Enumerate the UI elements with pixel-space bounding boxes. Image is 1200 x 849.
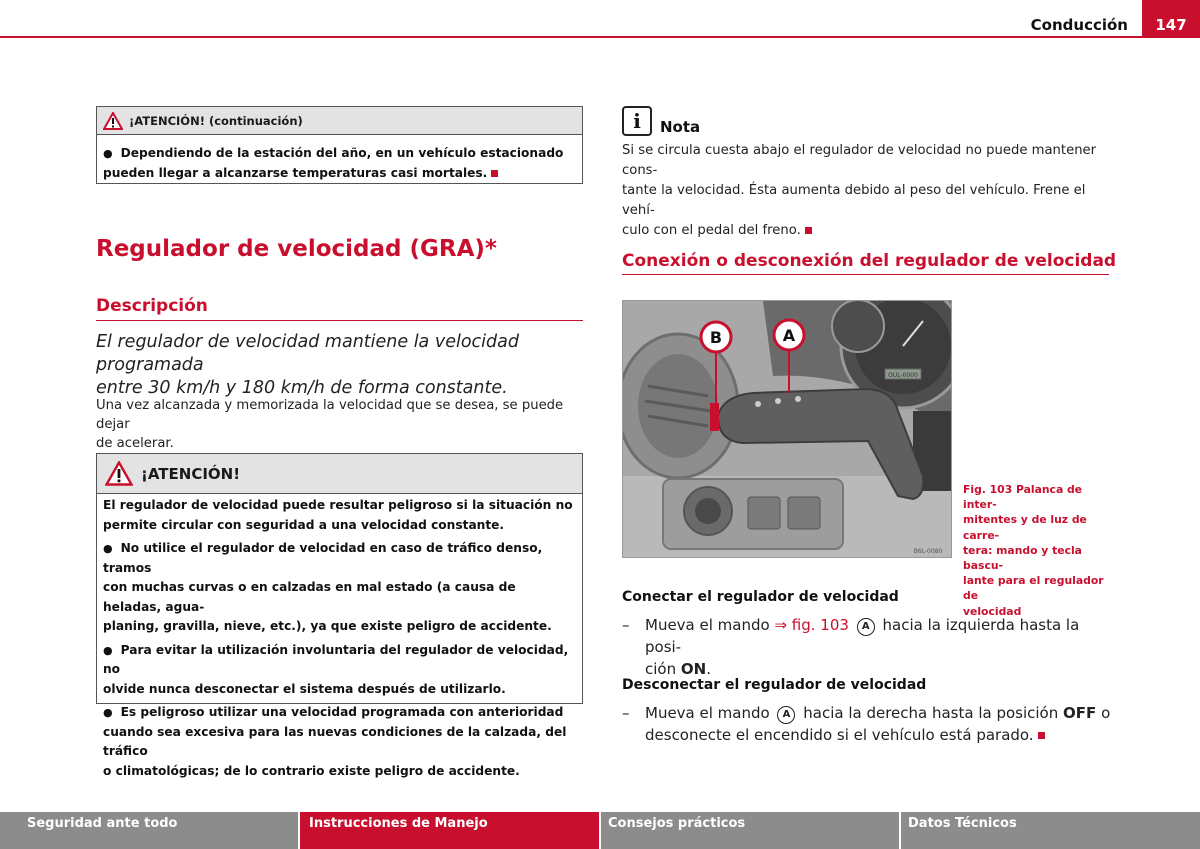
warning-intro-line-1: El regulador de velocidad puede resultar peligroso si la situación no (103, 498, 573, 512)
note-text (622, 141, 1110, 241)
warning-continued-box (96, 106, 583, 184)
warning-intro (103, 496, 576, 535)
disconnect-post: hacia la derecha hasta la posición (803, 704, 1059, 722)
connect-step (622, 614, 1112, 680)
warning-title: ¡ATENCIÓN! (141, 464, 241, 483)
note-line-1: Si se circula cuesta abajo el regulador de velocidad no puede mantener cons- (622, 143, 1097, 178)
disconnect-post-2: desconecte el encendido si el vehículo está parado. (645, 726, 1034, 744)
footer-tab-datos[interactable]: Datos Técnicos (901, 812, 1200, 849)
section-heading: Descripción (96, 296, 208, 316)
callout-b: B (709, 328, 723, 347)
connect-end: . (706, 660, 711, 678)
connect-post: hacia la izquierda hasta la posi- (645, 616, 1080, 656)
warning-bullet-3-line-1: Es peligroso utilizar una velocidad programada con anterioridad (120, 705, 564, 719)
warning-bullet-1-line-3: planing, gravilla, nieve, etc.), ya que existe peligro de accidente. (103, 619, 552, 633)
connect-pre: Mueva el mando (645, 616, 770, 634)
section-rule (96, 320, 583, 321)
note-line-2: tante la velocidad. Ésta aumenta debido al peso del vehículo. Frene el vehí- (622, 183, 1086, 218)
end-mark-icon (805, 227, 812, 234)
bullet-icon: ● (103, 147, 113, 160)
end-mark-icon (491, 170, 498, 177)
subsection-heading: Conexión o desconexión del regulador de velocidad (622, 251, 1117, 271)
figure-103-link[interactable]: ⇒ fig. 103 (774, 616, 849, 634)
warning-intro-line-2: permite circular con seguridad a una velocidad constante. (103, 517, 505, 532)
page-title: Regulador de velocidad (GRA)* (96, 236, 497, 262)
body-line-1: Una vez alcanzada y memorizada la velocidad que se desea, se puede dejar (96, 398, 564, 432)
footer-tab-instrucciones[interactable]: Instrucciones de Manejo (300, 812, 599, 849)
end-mark-icon (1038, 732, 1045, 739)
page-number: 147 (1142, 0, 1200, 38)
dashboard-illustration (623, 301, 952, 558)
connect-post-2: ción (645, 660, 677, 678)
warning-bullet-2-line-1: Para evitar la utilización involuntaria del regulador de velocidad, no (103, 642, 569, 676)
callout-a: A (782, 326, 796, 345)
warning-box (96, 453, 583, 778)
disconnect-step (622, 702, 1112, 746)
warning-bullet-3-line-3: o climatológicas; de lo contrario existe peligro de accidente. (103, 763, 520, 778)
bullet-icon: ● (103, 643, 113, 657)
warning-triangle-icon (103, 112, 123, 130)
caption-line-4: lante para el regulador de (963, 574, 1104, 603)
caption-line-1: Fig. 103 Palanca de inter- (963, 483, 1083, 512)
footer-tab-consejos[interactable]: Consejos prácticos (601, 812, 899, 849)
disconnect-pre: Mueva el mando (645, 704, 770, 722)
dash: – (622, 704, 630, 722)
note-title: Nota (660, 118, 701, 136)
header-section-title: Conducción (1030, 16, 1128, 34)
caption-line-3: tera: mando y tecla bascu- (963, 543, 1082, 573)
warning-continued-header (97, 107, 582, 135)
warning-continued-line-1: Dependiendo de la estación del año, en un vehículo estacionado (120, 146, 564, 160)
callout-a-icon: A (857, 618, 875, 636)
warning-continued-text (97, 135, 582, 187)
warning-bullet-1-line-1: No utilice el regulador de velocidad en caso de tráfico denso, tramos (103, 541, 543, 575)
note-line-3: culo con el pedal del freno. (622, 223, 801, 238)
figure-code: B6L-0080 (913, 548, 943, 555)
warning-bullet-2-line-2: olvide nunca desconectar el sistema después de utilizarlo. (103, 681, 506, 696)
bullet-icon: ● (103, 706, 113, 719)
figure-103-dashboard-image (622, 300, 952, 558)
warning-triangle-icon (105, 461, 133, 486)
warning-continued-title: ¡ATENCIÓN! (continuación) (129, 113, 303, 128)
intro-line-1: El regulador de velocidad mantiene la velocidad programada (96, 332, 519, 375)
subsection-rule (622, 274, 1109, 275)
warning-bullet-3-line-2: cuando sea excesiva para las nuevas condiciones de la calzada, del tráfico (103, 724, 567, 758)
cluster-screen-text: OUL-0000 (888, 372, 918, 379)
on-label: ON (680, 660, 707, 678)
off-label: OFF (1063, 704, 1097, 722)
bullet-icon: ● (103, 542, 113, 555)
body-line-2: de acelerar. (96, 436, 174, 451)
connect-heading: Conectar el regulador de velocidad (622, 589, 899, 605)
intro-text (96, 331, 586, 400)
warning-bullet-3 (103, 703, 576, 781)
warning-continued-line-2: pueden llegar a alcanzarse temperaturas casi mortales. (103, 165, 488, 180)
info-icon: i (622, 106, 652, 136)
disconnect-or: o (1101, 704, 1111, 722)
intro-line-2: entre 30 km/h y 180 km/h de forma constante. (96, 378, 508, 398)
dash: – (622, 616, 630, 634)
caption-line-2: mitentes y de luz de carre- (963, 513, 1087, 542)
footer-tab-seguridad[interactable]: Seguridad ante todo (0, 812, 298, 849)
warning-bullet-1-line-2: con muchas curvas o en calzadas en mal estado (a causa de heladas, agua- (103, 580, 516, 614)
callout-a-icon: A (777, 706, 795, 724)
disconnect-heading: Desconectar el regulador de velocidad (622, 677, 927, 693)
body-text (96, 396, 586, 453)
header-rule (0, 36, 1200, 38)
warning-bullet-1 (103, 539, 576, 637)
warning-bullet-2 (103, 641, 576, 700)
warning-text (97, 494, 582, 789)
connect-step-text (645, 614, 1112, 680)
warning-header (97, 454, 582, 494)
caption-line-5: velocidad (963, 604, 1022, 618)
disconnect-step-text (645, 702, 1110, 746)
figure-caption (963, 482, 1113, 619)
